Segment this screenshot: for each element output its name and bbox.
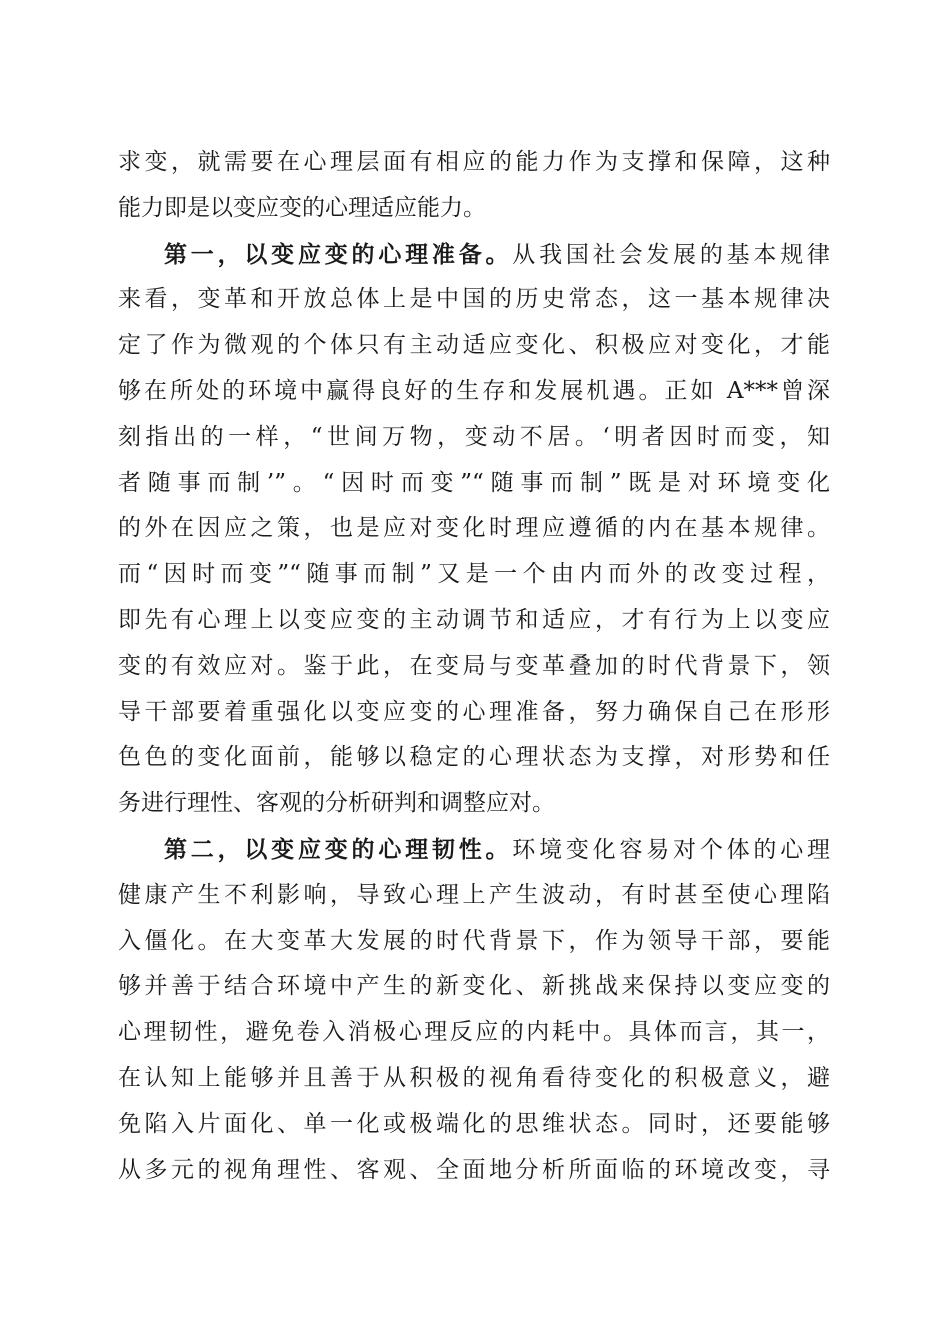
text-line: 者随事而制’”。“因时而变”“随事而制”既是对环境变化 — [118, 469, 830, 496]
text-line: 即先有心理上以变应变的主动调节和适应，才有行为上以变应 — [118, 606, 830, 633]
text-line: 求变，就需要在心理层面有相应的能力作为支撑和保障，这种 — [118, 149, 830, 175]
text-line: 免陷入片面化、单一化或极端化的思维状态。同时，还要能够 — [118, 1110, 830, 1137]
text-line: 心理韧性，避免卷入消极心理反应的内耗中。具体而言，其一， — [118, 1019, 830, 1046]
text-line: 来看，变革和开放总体上是中国的历史常态，这一基本规律决 — [118, 286, 830, 313]
text-line: 色色的变化面前，能够以稳定的心理状态为支撑，对形势和任 — [118, 744, 830, 771]
text-run: 环境变化容易对个体的心理 — [512, 836, 830, 863]
section-heading: 第二，以变应变的心理韧性。 — [164, 835, 513, 863]
text-line: 够并善于结合环境中产生的新变化、新挑战来保持以变应变的 — [118, 973, 830, 1000]
text-line: 导干部要着重强化以变应变的心理准备，努力确保自己在形形 — [118, 698, 830, 725]
text-line: 的外在因应之策，也是应对变化时理应遵循的内在基本规律。 — [118, 515, 830, 542]
text-line: 能力即是以变应变的心理适应能力。 — [118, 194, 486, 221]
text-line: 定了作为微观的个体只有主动适应变化、积极应对变化，才能 — [118, 332, 830, 359]
body-text — [118, 140, 830, 1193]
paragraph-start — [118, 827, 830, 873]
text-line: 而“因时而变”“随事而制”又是一个由内而外的改变过程， — [118, 561, 830, 588]
text-line: 健康产生不利影响，导致心理上产生波动，有时甚至使心理陷 — [118, 881, 830, 908]
text-line: 在认知上能够并且善于从积极的视角看待变化的积极意义，避 — [118, 1064, 830, 1091]
text-line: 务进行理性、客观的分析研判和调整应对。 — [118, 790, 555, 817]
text-line: 从多元的视角理性、客观、全面地分析所面临的环境改变，寻 — [118, 1156, 830, 1183]
text-line: 够在所处的环境中赢得良好的生存和发展机遇。正如 A***曾深 — [118, 377, 830, 404]
text-line: 入僵化。在大变革大发展的时代背景下，作为领导干部，要能 — [118, 927, 830, 954]
text-line: 变的有效应对。鉴于此，在变局与变革叠加的时代背景下，领 — [118, 652, 830, 679]
section-heading: 第一，以变应变的心理准备。 — [164, 240, 513, 268]
text-line: 刻指出的一样，“世间万物，变动不居。‘明者因时而变，知 — [118, 423, 830, 450]
text-run: 从我国社会发展的基本规律 — [512, 241, 830, 268]
paragraph-start — [118, 232, 830, 278]
